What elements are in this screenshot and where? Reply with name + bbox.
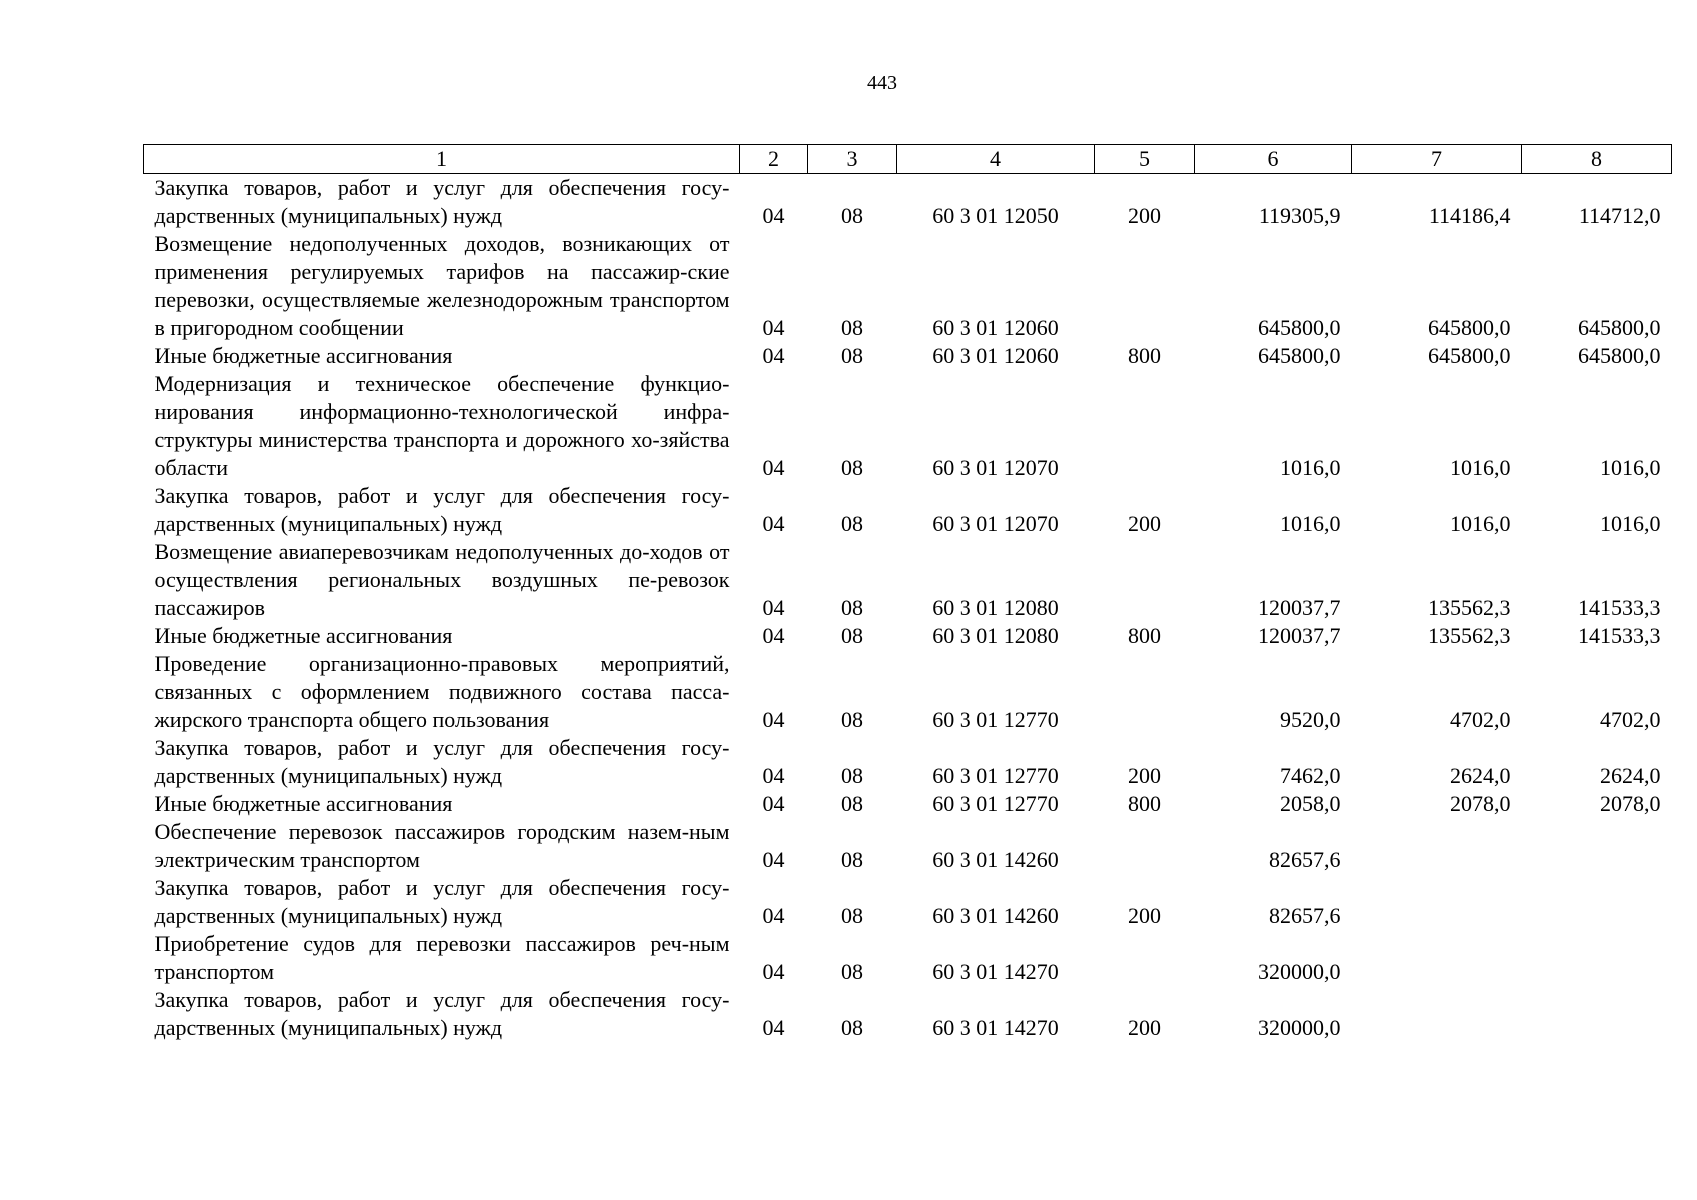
row-subsection: 08 — [841, 763, 863, 788]
row-value-col8: 645800,0 — [1578, 315, 1661, 340]
row-subsection: 08 — [841, 203, 863, 228]
row-value-col7 — [1352, 874, 1522, 930]
row-name: Возмещение недополученных доходов, возникающих от применения регулируемых тарифов на пассажир-ские перевозки, осуществляемые железнодорожным транспортом в пригородном сообщении — [154, 231, 730, 340]
row-name: Приобретение судов для перевозки пассажиров реч-ным транспортом — [154, 931, 730, 984]
row-name: Закупка товаров, работ и услуг для обеспечения госу-дарственных (муниципальных) нужд — [154, 875, 730, 928]
row-section: 04 — [762, 847, 785, 872]
row-value-col6: 7462,0 — [1280, 763, 1341, 788]
row-target-code: 60 3 01 12080 — [932, 595, 1059, 620]
row-name: Закупка товаров, работ и услуг для обеспечения госу-дарственных (муниципальных) нужд — [154, 175, 730, 228]
row-value-col6: 1016,0 — [1280, 511, 1341, 536]
row-expense-type: 200 — [1128, 511, 1161, 536]
table-row — [144, 818, 1672, 874]
row-expense-type: 200 — [1128, 1015, 1161, 1040]
table-row — [144, 650, 1672, 734]
row-name: Иные бюджетные ассигнования — [154, 343, 453, 368]
row-subsection: 08 — [841, 595, 863, 620]
row-name: Закупка товаров, работ и услуг для обеспечения госу-дарственных (муниципальных) нужд — [154, 987, 730, 1040]
column-header-3: 3 — [808, 145, 897, 174]
column-header-2: 2 — [740, 145, 808, 174]
column-header-7: 7 — [1352, 145, 1522, 174]
row-value-col7: 1016,0 — [1450, 455, 1511, 480]
row-value-col7 — [1352, 986, 1522, 1042]
row-section: 04 — [762, 1015, 785, 1040]
column-number-row — [144, 145, 1672, 174]
row-value-col8: 645800,0 — [1578, 343, 1661, 368]
row-section: 04 — [762, 707, 785, 732]
row-section: 04 — [762, 203, 785, 228]
table-row — [144, 986, 1672, 1042]
column-header-8: 8 — [1522, 145, 1672, 174]
row-name: Проведение организационно-правовых мероприятий, связанных с оформлением подвижного состава пасса-жирского транспорта общего пользования — [154, 651, 730, 732]
row-value-col8: 1016,0 — [1600, 511, 1661, 536]
row-expense-type — [1095, 370, 1195, 482]
row-value-col7: 2624,0 — [1450, 763, 1511, 788]
row-expense-type: 800 — [1128, 791, 1161, 816]
row-value-col8: 1016,0 — [1600, 455, 1661, 480]
row-value-col6: 320000,0 — [1258, 1015, 1341, 1040]
budget-table — [143, 144, 1672, 1042]
row-section: 04 — [762, 959, 785, 984]
row-expense-type: 200 — [1128, 203, 1161, 228]
row-name: Иные бюджетные ассигнования — [154, 623, 453, 648]
row-name: Закупка товаров, работ и услуг для обеспечения госу-дарственных (муниципальных) нужд — [154, 483, 730, 536]
row-section: 04 — [762, 763, 785, 788]
row-target-code: 60 3 01 12060 — [932, 343, 1059, 368]
row-target-code: 60 3 01 14260 — [932, 847, 1059, 872]
row-value-col7: 2078,0 — [1450, 791, 1511, 816]
row-value-col7: 645800,0 — [1428, 343, 1511, 368]
row-subsection: 08 — [841, 847, 863, 872]
table-row — [144, 790, 1672, 818]
row-value-col7: 4702,0 — [1450, 707, 1511, 732]
row-subsection: 08 — [841, 455, 863, 480]
row-target-code: 60 3 01 14270 — [932, 959, 1059, 984]
row-value-col8 — [1522, 930, 1672, 986]
row-value-col7: 135562,3 — [1428, 623, 1511, 648]
table-row — [144, 230, 1672, 342]
row-value-col6: 1016,0 — [1280, 455, 1341, 480]
row-value-col8: 2624,0 — [1600, 763, 1661, 788]
row-expense-type: 200 — [1128, 763, 1161, 788]
row-value-col8 — [1522, 874, 1672, 930]
row-expense-type — [1095, 650, 1195, 734]
row-subsection: 08 — [841, 1015, 863, 1040]
row-target-code: 60 3 01 12070 — [932, 511, 1059, 536]
row-subsection: 08 — [841, 343, 863, 368]
row-value-col7: 114186,4 — [1428, 203, 1511, 228]
table-row — [144, 538, 1672, 622]
column-header-1: 1 — [144, 145, 740, 174]
row-value-col6: 645800,0 — [1258, 315, 1341, 340]
row-target-code: 60 3 01 12080 — [932, 623, 1059, 648]
row-name: Возмещение авиаперевозчикам недополученных до-ходов от осуществления региональных воздушных пе-ревозок пассажиров — [154, 539, 730, 620]
row-name: Обеспечение перевозок пассажиров городским назем-ным электрическим транспортом — [154, 819, 730, 872]
table-row — [144, 622, 1672, 650]
row-expense-type — [1095, 818, 1195, 874]
row-value-col6: 645800,0 — [1258, 343, 1341, 368]
row-target-code: 60 3 01 12050 — [932, 203, 1059, 228]
row-section: 04 — [762, 315, 785, 340]
row-subsection: 08 — [841, 959, 863, 984]
row-subsection: 08 — [841, 791, 863, 816]
row-target-code: 60 3 01 14260 — [932, 903, 1059, 928]
row-subsection: 08 — [841, 315, 863, 340]
row-target-code: 60 3 01 14270 — [932, 1015, 1059, 1040]
row-value-col8 — [1522, 818, 1672, 874]
row-subsection: 08 — [841, 623, 863, 648]
row-target-code: 60 3 01 12770 — [932, 791, 1059, 816]
row-section: 04 — [762, 595, 785, 620]
row-expense-type: 800 — [1128, 623, 1161, 648]
row-value-col7: 135562,3 — [1428, 595, 1511, 620]
row-name: Иные бюджетные ассигнования — [154, 791, 453, 816]
row-expense-type — [1095, 538, 1195, 622]
column-header-6: 6 — [1195, 145, 1352, 174]
row-target-code: 60 3 01 12770 — [932, 763, 1059, 788]
row-value-col7: 1016,0 — [1450, 511, 1511, 536]
row-value-col6: 2058,0 — [1280, 791, 1341, 816]
row-value-col6: 9520,0 — [1280, 707, 1341, 732]
row-value-col6: 82657,6 — [1269, 903, 1341, 928]
row-value-col6: 120037,7 — [1258, 595, 1341, 620]
row-subsection: 08 — [841, 903, 863, 928]
column-header-4: 4 — [897, 145, 1095, 174]
row-section: 04 — [762, 455, 785, 480]
row-subsection: 08 — [841, 707, 863, 732]
row-value-col6: 120037,7 — [1258, 623, 1341, 648]
row-expense-type: 800 — [1128, 343, 1161, 368]
table-row — [144, 734, 1672, 790]
row-section: 04 — [762, 511, 785, 536]
row-section: 04 — [762, 791, 785, 816]
row-value-col6: 119305,9 — [1258, 203, 1341, 228]
row-value-col7 — [1352, 930, 1522, 986]
row-section: 04 — [762, 903, 785, 928]
row-value-col8: 4702,0 — [1600, 707, 1661, 732]
row-value-col8 — [1522, 986, 1672, 1042]
row-target-code: 60 3 01 12770 — [932, 707, 1059, 732]
row-expense-type — [1095, 930, 1195, 986]
table-row — [144, 342, 1672, 370]
table-row — [144, 874, 1672, 930]
row-expense-type — [1095, 230, 1195, 342]
table-row — [144, 370, 1672, 482]
row-section: 04 — [762, 343, 785, 368]
row-value-col7: 645800,0 — [1428, 315, 1511, 340]
row-value-col8: 2078,0 — [1600, 791, 1661, 816]
row-expense-type: 200 — [1128, 903, 1161, 928]
page-number: 443 — [867, 72, 897, 94]
row-value-col8: 141533,3 — [1578, 595, 1661, 620]
row-value-col6: 320000,0 — [1258, 959, 1341, 984]
row-name: Закупка товаров, работ и услуг для обеспечения госу-дарственных (муниципальных) нужд — [154, 735, 730, 788]
table-row — [144, 930, 1672, 986]
row-section: 04 — [762, 623, 785, 648]
row-value-col8: 114712,0 — [1578, 203, 1661, 228]
row-name: Модернизация и техническое обеспечение функцио-нирования информационно-технологической инфра-структуры министерства транспорта и дорожного хо-зяйства области — [154, 371, 730, 480]
table-row — [144, 174, 1672, 231]
row-subsection: 08 — [841, 511, 863, 536]
row-value-col6: 82657,6 — [1269, 847, 1341, 872]
row-value-col8: 141533,3 — [1578, 623, 1661, 648]
row-target-code: 60 3 01 12060 — [932, 315, 1059, 340]
column-header-5: 5 — [1095, 145, 1195, 174]
row-value-col7 — [1352, 818, 1522, 874]
table-row — [144, 482, 1672, 538]
row-target-code: 60 3 01 12070 — [932, 455, 1059, 480]
